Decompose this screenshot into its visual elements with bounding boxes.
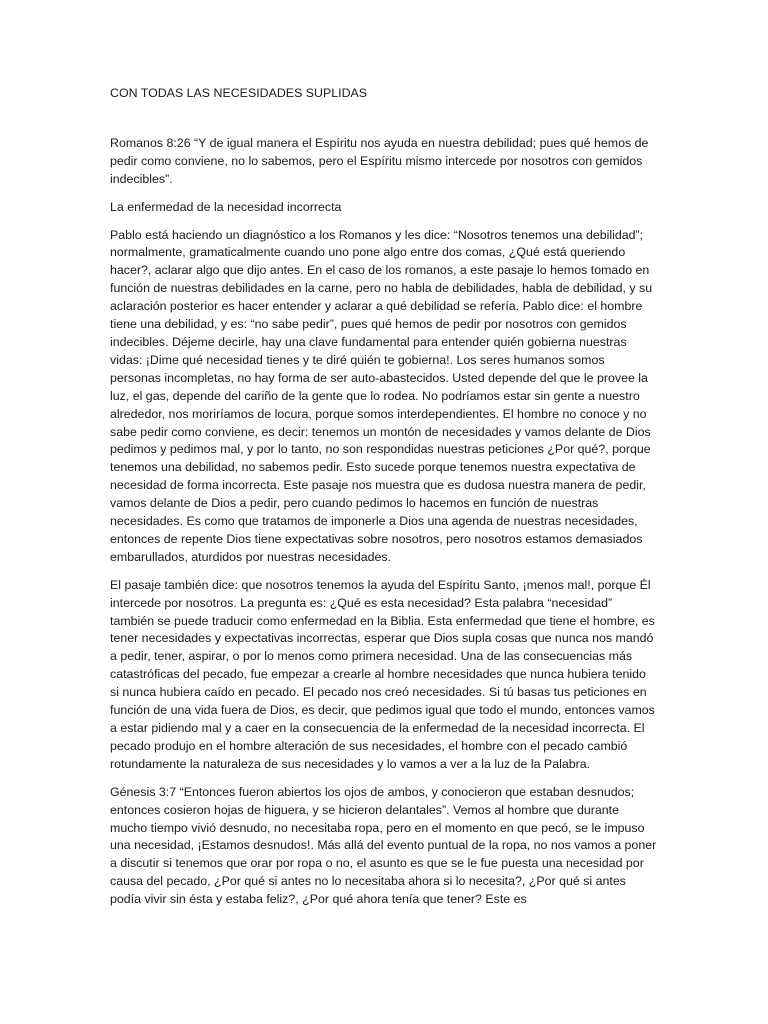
paragraph-scripture-romans: Romanos 8:26 “Y de igual manera el Espíritu nos ayuda en nuestra debilidad; pues qué hemos de pedir como conviene, no lo sabemos, pero el Espíritu mismo intercede por nosotros con gemidos indecibles”. bbox=[110, 135, 649, 186]
document-title: CON TODAS LAS NECESIDADES SUPLIDAS bbox=[110, 86, 368, 100]
paragraph-body-1: Pablo está haciendo un diagnóstico a los Romanos y les dice: “Nosotros tenemos una debilidad”; normalmente, gramaticalmente cuando uno pone algo entre dos comas, ¿Qué está queriendo hacer?, aclarar algo que dijo antes. En el caso de los romanos, a este pasaje lo hemos tomado en función de nuestras debilidades en la carne, pero no habla de debilidades, habla de debilidad, y su aclaración posterior es hacer entender y aclarar a qué debilidad se refería. Pablo dice: el hombre tiene una debilidad, y es: “no sabe pedir”, pues qué hemos de pedir por nosotros con gemidos indecibles. Déjeme decirle, hay una clave fundamental para entender quién gobierna nuestras vidas: ¡Dime qué necesidad tienes y te diré quién te gobierna!. Los seres humanos somos personas incompletas, no hay forma de ser auto-abastecidos. Usted depende del que le provee la luz, el gas, depende del cariño de la gente que lo rodea. No podríamos estar sin gente a nuestro alrededor, nos moriríamos de locura, porque somos interdependientes. El hombre no conoce y no sabe pedir como conviene, es decir: tenemos un montón de necesidades y vamos delante de Dios pedimos y pedimos mal, y por lo tanto, no son respondidas nuestras peticiones ¿Por qué?, porque tenemos una debilidad, no sabemos pedir. Esto sucede porque tenemos nuestra expectativa de necesidad de forma incorrecta. Este pasaje nos muestra que es dudosa nuestra manera de pedir, vamos delante de Dios a pedir, pero cuando pedimos lo hacemos en función de nuestras necesidades. Es como que tratamos de imponerle a Dios una agenda de nuestras necesidades, entonces de repente Dios tiene expectativas sobre nosotros, pero nosotros estamos demasiados embarullados, aturdidos por nuestras necesidades. bbox=[110, 227, 653, 564]
paragraph-body-3: Génesis 3:7 “Entonces fueron abiertos los ojos de ambos, y conocieron que estaban desnudos; entonces cosieron hojas de higuera, y se hicieron delantales”. Vemos al hombre que durante mucho tiempo vivió desnudo, no necesitaba ropa, pero en el momento en que pecó, se le impuso una necesidad, ¡Estamos desnudos!. Más allá del evento puntual de la ropa, no nos vamos a poner a discutir si tenemos que orar por ropa o no, el asunto es que se le fue puesta una necesidad por causa del pecado, ¿Por qué si antes no lo necesitaba ahora si lo necesita?, ¿Por qué si antes podía vivir sin ésta y estaba feliz?, ¿Por qué ahora tenía que tener? Este es bbox=[110, 784, 657, 907]
paragraph-body-2: El pasaje también dice: que nosotros tenemos la ayuda del Espíritu Santo, ¡menos mal!, porque Él intercede por nosotros. La pregunta es: ¿Qué es esta necesidad? Esta palabra “necesidad” también se puede traducir como enfermedad en la Biblia. Esta enfermedad que tiene el hombre, es tener necesidades y expectativas incorrectas, esperar que Dios supla cosas que nunca nos mandó a pedir, tener, aspirar, o por lo menos como primera necesidad. Una de las consecuencias más catastróficas del pecado, fue empezar a crearle al hombre necesidades que nunca hubiera tenido si nunca hubiera caído en pecado. El pecado nos creó necesidades. Si tú basas tus peticiones en función de una vida fuera de Dios, es decir, que pedimos igual que todo el mundo, entonces vamos a estar pidiendo mal y a caer en la consecuencia de la enfermedad de la necesidad incorrecta. El pecado produjo en el hombre alteración de sus necesidades, el hombre con el pecado cambió rotundamente la naturaleza de sus necesidades y lo vamos a ver a la luz de la Palabra. bbox=[110, 577, 655, 771]
section-heading: La enfermedad de la necesidad incorrecta bbox=[110, 199, 342, 214]
document-page bbox=[110, 85, 658, 919]
